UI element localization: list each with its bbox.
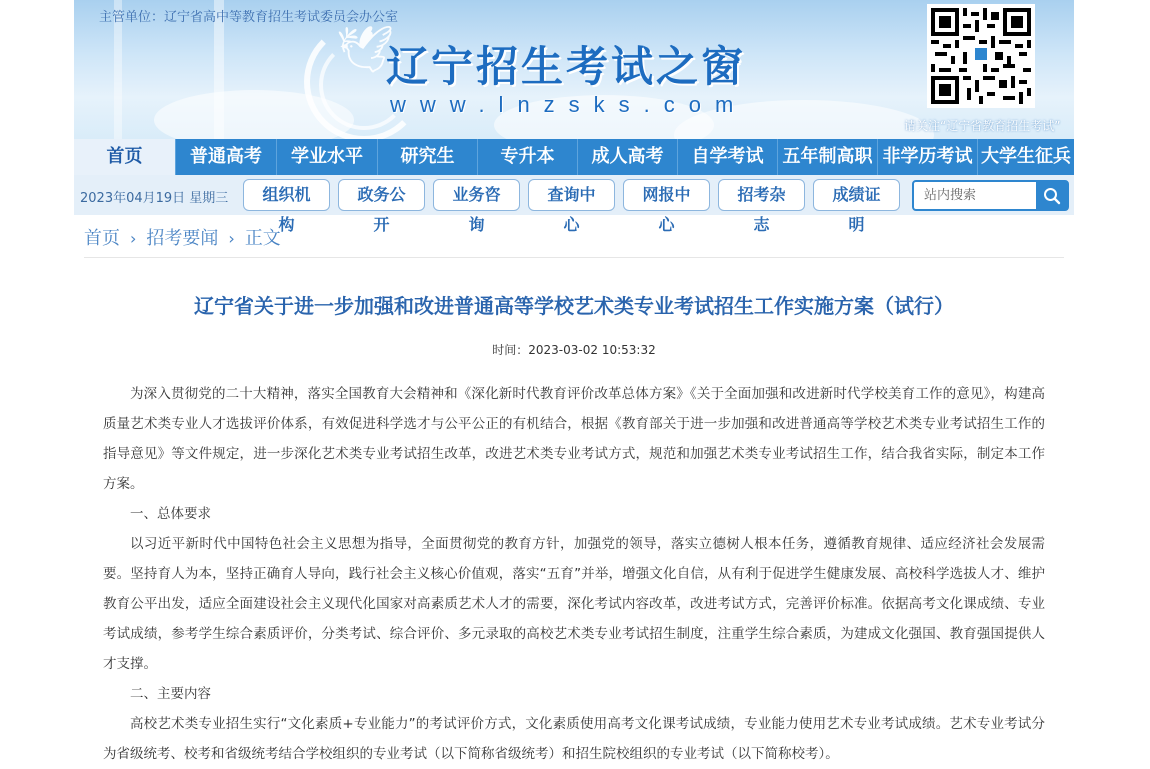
- link-zhengwugongkai[interactable]: 政务公开: [338, 179, 425, 211]
- breadcrumb-current: 正文: [244, 228, 281, 249]
- nav-item-gaokao[interactable]: 普通高考: [176, 139, 277, 175]
- current-date: 2023年04月19日 星期三: [80, 191, 229, 206]
- breadcrumb-separator: ›: [130, 229, 137, 248]
- breadcrumb: [84, 224, 281, 250]
- sub-bar: [74, 175, 1074, 234]
- link-yewuzixun[interactable]: 业务咨询: [433, 179, 520, 211]
- site-title[interactable]: 辽宁招生考试之窗: [386, 42, 747, 91]
- breadcrumb-news[interactable]: 招考要闻: [146, 228, 219, 249]
- section-heading: 二、主要内容: [130, 686, 211, 702]
- qr-code-icon: [927, 4, 1035, 108]
- link-wangbaozhongxin[interactable]: 网报中心: [623, 179, 710, 211]
- link-chengjizhengming[interactable]: 成绩证明: [813, 179, 900, 211]
- link-chaxunzhongxin[interactable]: 查询中心: [528, 179, 615, 211]
- breadcrumb-home[interactable]: 首页: [84, 228, 120, 249]
- site-url: www.lnzsks.com: [390, 92, 748, 117]
- article-paragraph: 为深入贯彻党的二十大精神，落实全国教育大会精神和《深化新时代教育评价改革总体方案》《关于全面加强和改进新时代学校美育工作的意见》，构建高质量艺术类专业人才选拔评价体系，有效促进科学选才与公平公正的有机结合，根据《教育部关于进一步加强和改进普通高等学校艺术类专业考试招生工作的指导意见》等文件规定，进一步深化艺术类专业考试招生改革，改进艺术类专业考试方式，规范和加强艺术类专业考试招生工作，结合我省实际，制定本工作方案。: [103, 386, 1045, 492]
- section-heading: 一、总体要求: [130, 506, 211, 522]
- nav-item-home[interactable]: 首页: [74, 139, 176, 175]
- search-input[interactable]: [914, 182, 1036, 209]
- nav-item-chengren[interactable]: 成人高考: [578, 139, 678, 175]
- article-title: 辽宁省关于进一步加强和改进普通高等学校艺术类专业考试招生工作实施方案（试行）: [194, 294, 954, 318]
- nav-item-xueye[interactable]: 学业水平: [277, 139, 378, 175]
- site-banner: [74, 0, 1074, 139]
- article-paragraph: 以习近平新时代中国特色社会主义思想为指导，全面贯彻党的教育方针，加强党的领导，落实立德树人根本任务，遵循教育规律、适应经济社会发展需要。坚持育人为本，坚持正确育人导向，践行社会主义核心价值观，落实“五育”并举，增强文化自信，从有利于促进学生健康发展、高校科学选拔人才、维护教育公平出发，适应全面建设社会主义现代化国家对高素质艺术人才的需要，深化考试内容改革，改进考试方式，完善评价标准。依据高考文化课成绩、专业考试成绩，参考学生综合素质评价，分类考试、综合评价、多元录取的高校艺术类专业考试招生制度，注重学生综合素质，为建成文化强国、教育强国提供人才支撑。: [103, 536, 1045, 672]
- nav-item-zhuanshengben[interactable]: 专升本: [478, 139, 578, 175]
- divider: [84, 257, 1064, 258]
- link-zhaokaozazhi[interactable]: 招考杂志: [718, 179, 805, 211]
- dove-logo-icon: 🕊: [336, 22, 395, 76]
- qr-note: 请关注“辽宁省教育招生考试”: [904, 119, 1061, 133]
- article-time: 时间：2023-03-02 10:53:32: [492, 343, 656, 357]
- search-box: [912, 180, 1069, 211]
- article-paragraph: 高校艺术类专业招生实行“文化素质+专业能力”的考试评价方式，文化素质使用高考文化课考试成绩，专业能力使用艺术专业考试成绩。艺术专业考试分为省级统考、校考和省级统考结合学校组织的专业考试（以下简称省级统考）和招生院校组织的专业考试（以下简称校考）。: [103, 716, 1045, 762]
- nav-item-yanjiusheng[interactable]: 研究生: [378, 139, 478, 175]
- breadcrumb-separator: ›: [228, 229, 235, 248]
- nav-item-feixueli[interactable]: 非学历考试: [878, 139, 978, 175]
- nav-item-zixue[interactable]: 自学考试: [678, 139, 778, 175]
- main-nav: [74, 139, 1074, 175]
- nav-item-zhengbing[interactable]: 大学生征兵: [981, 146, 1071, 167]
- nav-item-wunianzhi[interactable]: 五年制高职: [778, 139, 878, 175]
- link-zuzhijigou[interactable]: 组织机构: [243, 179, 330, 211]
- organizer-text: 主管单位：辽宁省高中等教育招生考试委员会办公室: [99, 10, 399, 25]
- search-button[interactable]: [1036, 182, 1067, 209]
- article-body: [103, 379, 1045, 769]
- search-icon: [1043, 187, 1061, 205]
